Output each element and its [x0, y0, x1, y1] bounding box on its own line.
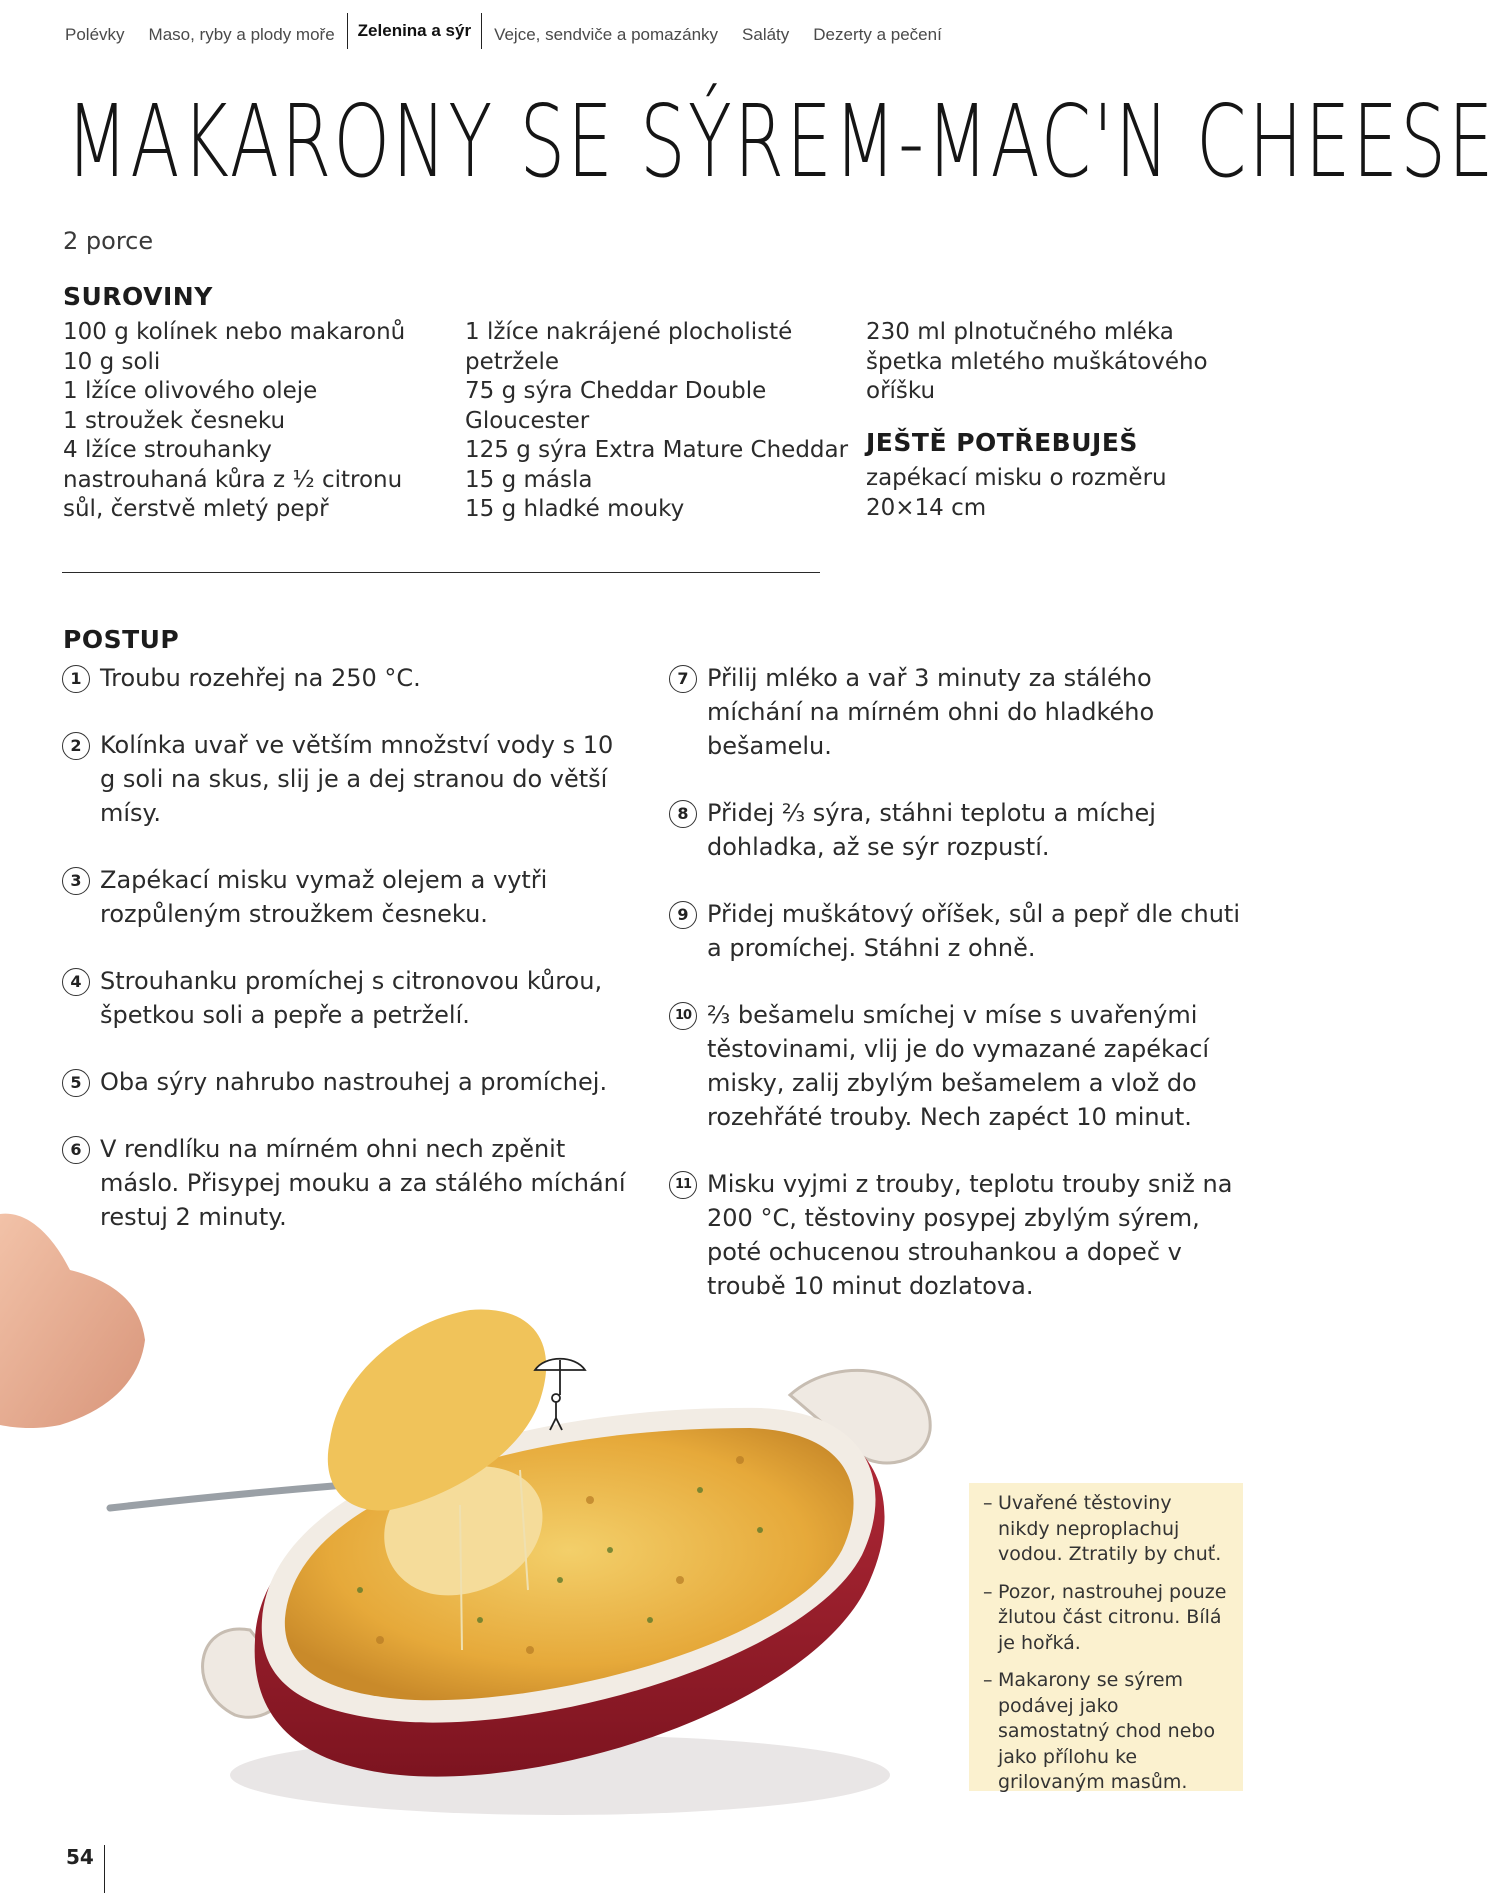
nav-item-dezerty[interactable]: Dezerty a pečení: [813, 25, 942, 44]
tip-item: – Makarony se sýrem podávej jako samostatný chod nebo jako přílohu ke grilovaným masům.: [983, 1668, 1229, 1796]
step-number: 11: [669, 1171, 697, 1199]
nav-item-polevky[interactable]: Polévky: [65, 25, 125, 44]
step-text: Oba sýry nahrubo nastrouhej a promíchej.: [100, 1068, 608, 1096]
equipment-list: [866, 464, 1167, 523]
nav-item-maso[interactable]: Maso, ryby a plody moře: [148, 25, 335, 44]
nav-item-zelenina[interactable]: Zelenina a sýr: [347, 13, 482, 49]
recipe-title: MAKARONY SE SÝREM-MAC'N CHEESE: [66, 83, 1496, 200]
servings: 2 porce: [63, 227, 154, 255]
page-number: 54: [66, 1845, 94, 1869]
step-number: 8: [669, 800, 697, 828]
method-step: [62, 964, 632, 1032]
ingredients-col-3: [866, 318, 1208, 407]
step-number: 5: [62, 1069, 90, 1097]
step-text: Kolínka uvař ve větším množství vody s 10 g soli na skus, slij je a dej stranou do větší mísy.: [100, 731, 614, 827]
ingredient-line: 1 stroužek česneku: [63, 407, 286, 434]
nav-item-salaty[interactable]: Saláty: [742, 25, 790, 44]
equipment-line: 20×14 cm: [866, 494, 987, 521]
ingredients-heading: SUROVINY: [63, 282, 213, 311]
step-number: 7: [669, 665, 697, 693]
step-number: 9: [669, 901, 697, 929]
section-divider: [62, 572, 820, 573]
ingredient-line: oříšku: [866, 378, 936, 404]
step-text: Troubu rozehřej na 250 °C.: [100, 664, 421, 692]
umbrella-figure: [535, 1359, 585, 1430]
ingredient-line: 10 g soli: [63, 348, 161, 375]
step-number: 6: [62, 1136, 90, 1164]
step-text: Misku vyjmi z trouby, teplotu trouby sniž na 200 °C, těstoviny posypej zbylým sýrem, poté ochucenou strouhankou a dopeč v troubě 10 minut dozlatova.: [707, 1170, 1233, 1300]
step-text: Přidej ⅔ sýra, stáhni teplotu a míchej dohladka, až se sýr rozpustí.: [707, 799, 1156, 861]
method-step: [62, 863, 632, 931]
ingredient-line: 15 g hladké mouky: [465, 496, 685, 522]
step-number: 4: [62, 968, 90, 996]
ingredient-line: 4 lžíce strouhanky: [63, 437, 272, 463]
ingredient-line: 1 lžíce olivového oleje: [63, 378, 318, 404]
method-step: [62, 728, 632, 830]
method-step: [669, 897, 1249, 965]
tip-item: – Pozor, nastrouhej pouze žlutou část citronu. Bílá je hořká.: [983, 1580, 1229, 1657]
ingredient-line: špetka mletého muškátového: [866, 348, 1208, 375]
ingredients-col-1: [63, 318, 405, 525]
method-step: [669, 998, 1249, 1134]
tip-item: – Uvařené těstoviny nikdy neproplachuj vodou. Ztratily by chuť.: [983, 1491, 1229, 1568]
step-text: Přilij mléko a vař 3 minuty za stálého míchání na mírném ohni do hladkého bešamelu.: [707, 664, 1155, 760]
hand: [0, 1214, 145, 1428]
method-heading: POSTUP: [63, 625, 180, 654]
method-step: [669, 796, 1249, 864]
chapter-nav: [65, 22, 1260, 48]
ingredient-line: 125 g sýra Extra Mature Cheddar: [465, 437, 849, 463]
equipment-heading: JEŠTĚ POTŘEBUJEŠ: [866, 428, 1138, 457]
ingredient-line: 1 lžíce nakrájené plocholisté: [465, 319, 793, 345]
step-text: Přidej muškátový oříšek, sůl a pepř dle chuti a promíchej. Stáhni z ohně.: [707, 900, 1241, 962]
step-number: 10: [669, 1002, 697, 1030]
page-number-divider: [104, 1845, 105, 1893]
step-text: Strouhanku promíchej s citronovou kůrou, špetkou soli a pepře a petrželí.: [100, 967, 603, 1029]
ingredient-line: 230 ml plnotučného mléka: [866, 319, 1174, 345]
equipment-line: zapékací misku o rozměru: [866, 465, 1167, 491]
ingredient-line: petržele: [465, 348, 559, 375]
step-number: 3: [62, 867, 90, 895]
method-step: [62, 1065, 632, 1099]
step-number: 1: [62, 665, 90, 693]
step-number: 2: [62, 732, 90, 760]
step-text: Zapékací misku vymaž olejem a vytři rozpůleným stroužkem česneku.: [100, 866, 548, 928]
step-text: V rendlíku na mírném ohni nech zpěnit máslo. Přisypej mouku a za stálého míchání restuj 2 minuty.: [100, 1135, 626, 1231]
nav-item-vejce[interactable]: Vejce, sendviče a pomazánky: [494, 25, 719, 44]
method-step: [62, 661, 632, 695]
fork-handle: [110, 1485, 345, 1508]
ingredient-line: Gloucester: [465, 407, 590, 434]
ingredient-line: sůl, čerstvě mletý pepř: [63, 496, 329, 522]
ingredient-line: nastrouhaná kůra z ½ citronu: [63, 466, 403, 493]
dish-photo: [0, 1200, 960, 1840]
tips-box: [969, 1483, 1243, 1791]
ingredient-line: 100 g kolínek nebo makaronů: [63, 319, 406, 345]
step-text: ⅔ bešamelu smíchej v míse s uvařenými těstovinami, vlij je do vymazané zapékací misky, zalij zbylým bešamelem a vlož do rozehřáté trouby. Nech zapéct 10 minut.: [707, 1001, 1210, 1131]
steps-left-column: [62, 661, 632, 1267]
ingredient-line: 75 g sýra Cheddar Double: [465, 378, 767, 404]
ingredient-line: 15 g másla: [465, 466, 593, 493]
method-step: [669, 661, 1249, 763]
ingredients-col-2: [465, 318, 848, 525]
